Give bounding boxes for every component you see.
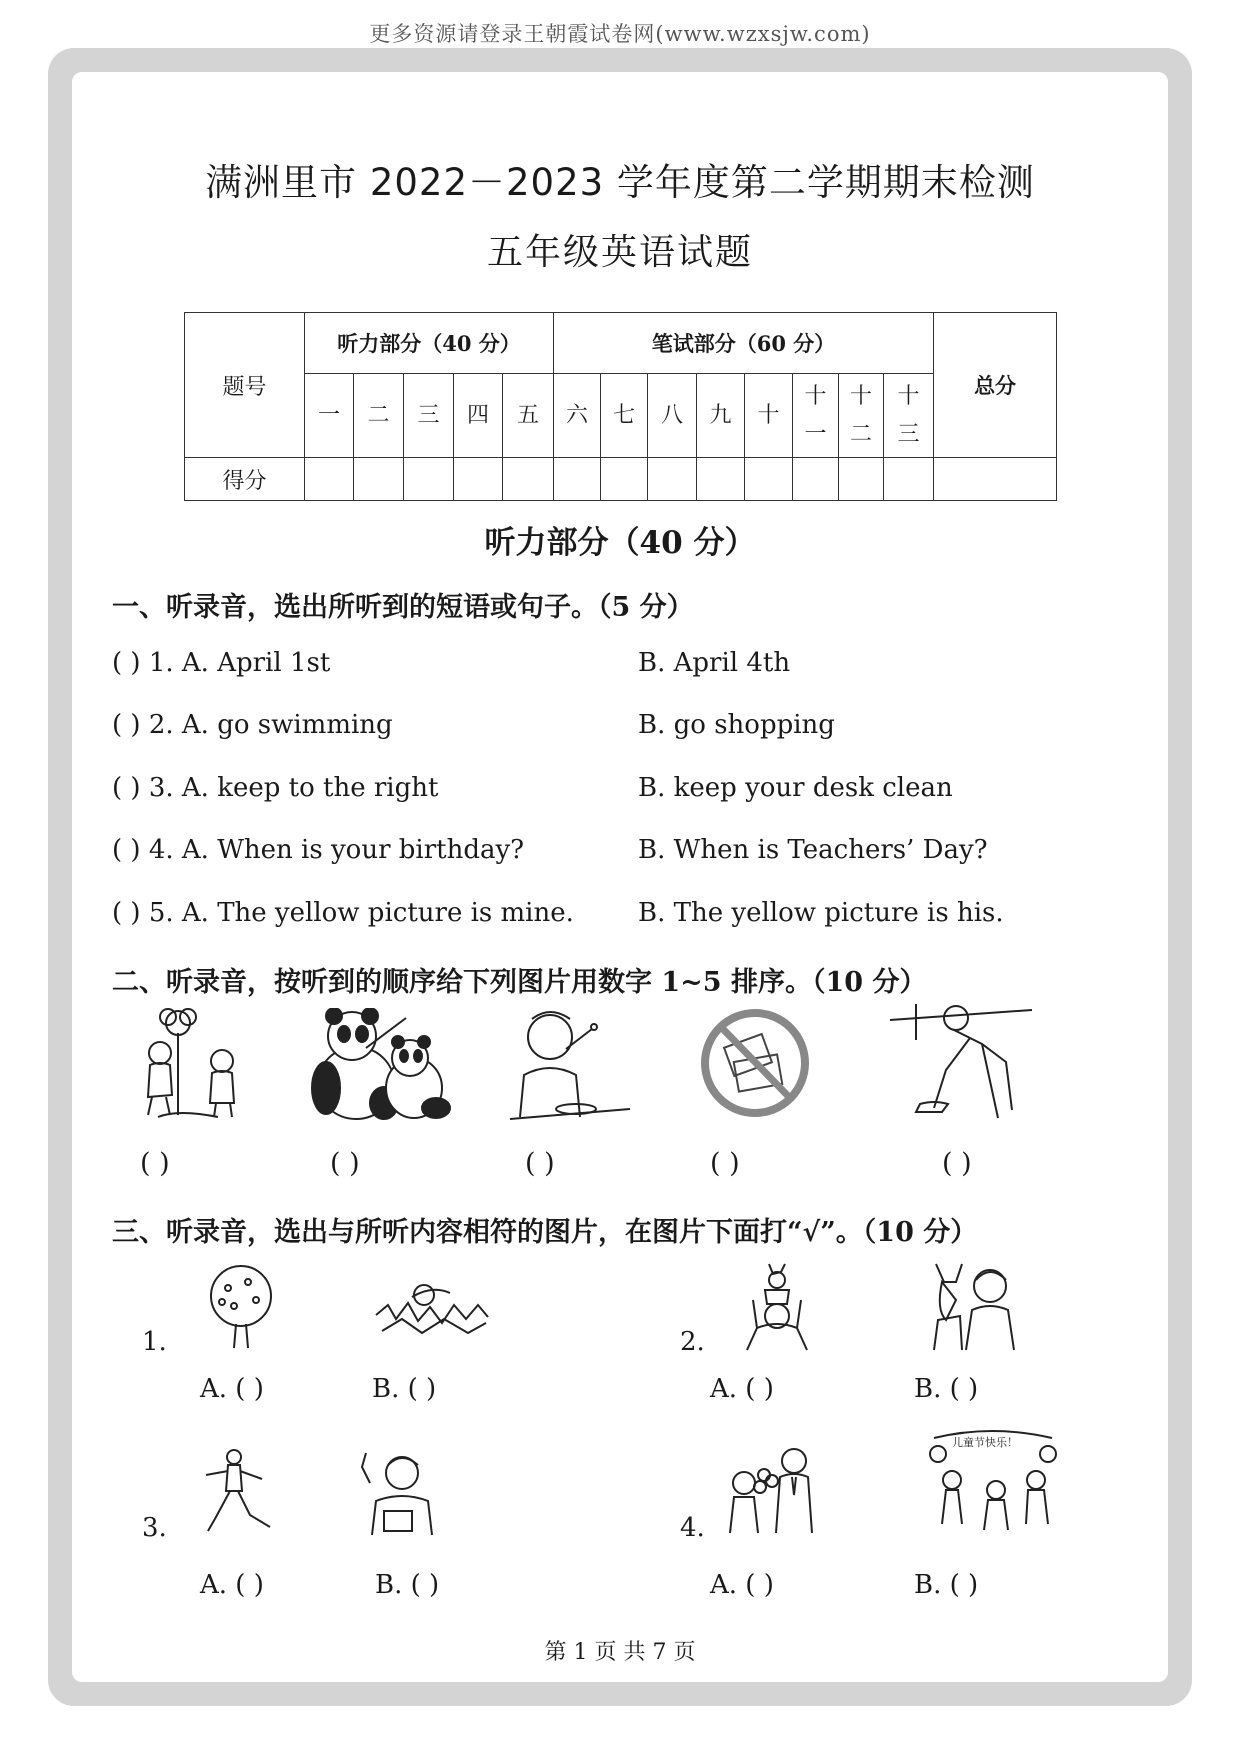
- choice-a[interactable]: A. ( ): [710, 1570, 774, 1600]
- girl-mopping-picture: [886, 1000, 1036, 1125]
- score-table: [184, 312, 1057, 501]
- choice-b[interactable]: B. ( ): [375, 1570, 440, 1600]
- score-cell[interactable]: [839, 458, 884, 501]
- item-number: 1.: [142, 1327, 167, 1357]
- item-number: 3.: [142, 1513, 167, 1543]
- part2-heading: 二、听录音，按听到的顺序给下列图片用数字 1~5 排序。（10 分）: [112, 967, 927, 998]
- option-b: B. The yellow picture is his.: [638, 898, 1004, 928]
- col-writing: 六: [554, 374, 601, 458]
- order-blank[interactable]: ( ): [140, 1148, 170, 1179]
- score-cell[interactable]: [601, 458, 648, 501]
- col-writing: 十 三: [884, 374, 934, 458]
- listening-section-title: 听力部分（40 分）: [484, 525, 756, 561]
- col-writing: 十: [745, 374, 793, 458]
- col-listening: 二: [354, 374, 404, 458]
- childrens-day-picture: [928, 1428, 1058, 1538]
- col-listening: 三: [404, 374, 454, 458]
- order-blank[interactable]: ( ): [330, 1148, 360, 1179]
- score-cell[interactable]: [305, 458, 354, 501]
- girl-swimming-picture: [372, 1275, 492, 1341]
- question-row: [112, 835, 988, 865]
- tree-picture: [198, 1262, 284, 1350]
- option-b: B. April 4th: [638, 648, 791, 678]
- score-cell[interactable]: [503, 458, 554, 501]
- part3-heading: 三、听录音，选出与所听内容相符的图片，在图片下面打“√”。（10 分）: [112, 1217, 978, 1248]
- watermark: 更多资源请登录王朝霞试卷网(www.wzxsjw.com): [369, 22, 871, 46]
- writing-header: 笔试部分（60 分）: [554, 313, 934, 374]
- score-cell[interactable]: [454, 458, 503, 501]
- col-writing: 八: [648, 374, 697, 458]
- option-b: B. When is Teachers’ Day?: [638, 835, 988, 865]
- question-row: [112, 648, 791, 678]
- exam-subtitle: 五年级英语试题: [486, 232, 753, 273]
- order-blank[interactable]: ( ): [942, 1148, 972, 1179]
- choice-b[interactable]: B. ( ): [914, 1570, 979, 1600]
- choice-b[interactable]: B. ( ): [372, 1374, 437, 1404]
- option-a: ( ) 5. A. The yellow picture is mine.: [112, 898, 574, 928]
- no-books-sign-picture: [700, 1008, 810, 1118]
- score-cell[interactable]: [554, 458, 601, 501]
- planting-tree-picture: [138, 1005, 250, 1123]
- col-listening: 一: [305, 374, 354, 458]
- option-b: B. go shopping: [638, 710, 835, 740]
- option-a: ( ) 1. A. April 1st: [112, 648, 331, 678]
- col-writing: 十 一: [793, 374, 839, 458]
- score-cell[interactable]: [745, 458, 793, 501]
- score-cell[interactable]: [884, 458, 934, 501]
- pandas-eating-bamboo-picture: [306, 1008, 456, 1123]
- choice-a[interactable]: A. ( ): [200, 1570, 264, 1600]
- col-listening: 五: [503, 374, 554, 458]
- option-a: ( ) 2. A. go swimming: [112, 710, 393, 740]
- choice-a[interactable]: A. ( ): [200, 1374, 264, 1404]
- score-cell[interactable]: [648, 458, 697, 501]
- col-writing: 七: [601, 374, 648, 458]
- boy-with-small-dog-picture: [735, 1260, 825, 1352]
- item-number: 4.: [680, 1513, 705, 1543]
- man-doing-taichi-picture: [200, 1447, 280, 1537]
- score-cell[interactable]: [404, 458, 454, 501]
- col-writing: 十 二: [839, 374, 884, 458]
- question-row: [112, 898, 1004, 928]
- col-writing: 九: [697, 374, 745, 458]
- score-label: 得分: [185, 458, 305, 501]
- boy-eating-picture: [500, 1005, 635, 1123]
- boy-waving-picture: [356, 1447, 436, 1537]
- choice-b[interactable]: B. ( ): [914, 1374, 979, 1404]
- score-cell[interactable]: [934, 458, 1057, 501]
- item-number: 2.: [680, 1327, 705, 1357]
- part1-heading: 一、听录音，选出所听到的短语或句子。（5 分）: [112, 592, 694, 623]
- score-cell[interactable]: [354, 458, 404, 501]
- teacher-with-flowers-picture: [720, 1445, 820, 1537]
- order-blank[interactable]: ( ): [525, 1148, 555, 1179]
- score-cell[interactable]: [793, 458, 839, 501]
- question-row: [112, 710, 835, 740]
- question-number-label: 题号: [185, 313, 305, 458]
- col-listening: 四: [454, 374, 503, 458]
- option-b: B. keep your desk clean: [638, 773, 953, 803]
- order-blank[interactable]: ( ): [710, 1148, 740, 1179]
- option-a: ( ) 3. A. keep to the right: [112, 773, 439, 803]
- question-row: [112, 773, 953, 803]
- listening-header: 听力部分（40 分）: [305, 313, 554, 374]
- score-cell[interactable]: [697, 458, 745, 501]
- svg-text:儿童节快乐！: 儿童节快乐！: [952, 1436, 1018, 1449]
- option-a: ( ) 4. A. When is your birthday?: [112, 835, 525, 865]
- choice-a[interactable]: A. ( ): [710, 1374, 774, 1404]
- page-footer: 第 1 页 共 7 页: [544, 1640, 696, 1665]
- exam-title: 满洲里市 2022－2023 学年度第二学期期末检测: [205, 161, 1035, 204]
- boy-with-big-dog-picture: [926, 1260, 1018, 1352]
- total-header: 总分: [934, 313, 1057, 458]
